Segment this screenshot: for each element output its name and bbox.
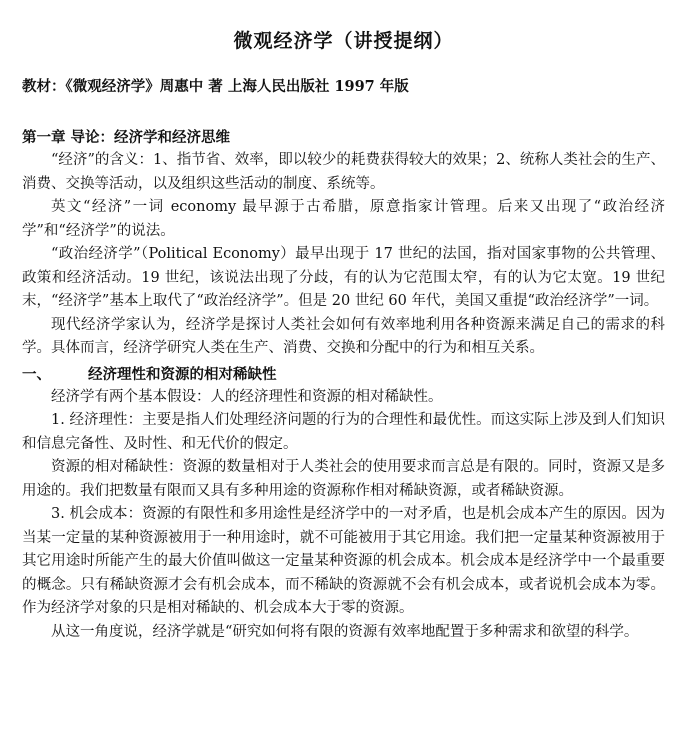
paragraph: “经济”的含义：1、指节省、效率，即以较少的耗费获得较大的效果；2、统称人类社会的生产、消费、交换等活动，以及组织这些活动的制度、系统等。 — [22, 152, 665, 192]
textbook-info: 教材：《微观经济学》周惠中 著 上海人民出版社 1997 年版 — [22, 78, 409, 95]
section-heading — [22, 363, 665, 384]
chapter-heading: 第一章 导论：经济学和经济思维 — [22, 129, 231, 146]
paragraph: 3. 机会成本：资源的有限性和多用途性是经济学中的一对矛盾，也是机会成本产生的原因。因为当某一定量的某种资源被用于一种用途时，就不可能被用于其它用途。我们把一定量某种资源被用于其它用途时所能产生的最大价值叫做这一定量某种资源的机会成本。机会成本是经济学中一个最重要的概念。只有稀缺资源才会有机会成本，而不稀缺的资源就不会有机会成本，或者说机会成本为零。作为经济学对象的只是相对稀缺的、机会成本大于零的资源。 — [22, 506, 665, 616]
paragraph: 资源的相对稀缺性：资源的数量相对于人类社会的使用要求而言总是有限的。同时，资源又是多用途的。我们把数量有限而又具有多种用途的资源称作相对稀缺资源，或者稀缺资源。 — [22, 459, 665, 499]
paragraph: 1. 经济理性：主要是指人们处理经济问题的行为的合理性和最优性。而这实际上涉及到人们知识和信息完备性、及时性、和无代价的假定。 — [22, 412, 665, 452]
paragraph: 从这一角度说，经济学就是“研究如何将有限的资源有效率地配置于多种需求和欲望的科学。 — [51, 623, 639, 640]
paragraph: “政治经济学”（Political Economy）最早出现于 17 世纪的法国，指对国家事物的公共管理、政策和经济活动。19 世纪，该说法出现了分歧，有的认为它范围太窄，有的认为它太宽。19 世纪末，“经济学”基本上取代了“政治经济学”。但是 20 世纪 60 年代，美国又重提“政治经济学”一词。 — [22, 246, 665, 309]
section-number: 一、 — [22, 365, 51, 383]
paragraph: 经济学有两个基本假设：人的经济理性和资源的相对稀缺性。 — [51, 388, 443, 405]
section-title: 经济理性和资源的相对稀缺性 — [88, 365, 277, 383]
document-title: 微观经济学（讲授提纲） — [233, 30, 454, 52]
paragraph: 现代经济学家认为，经济学是探讨人类社会如何有效率地利用各种资源来满足自己的需求的科学。具体而言，经济学研究人类在生产、消费、交换和分配中的行为和相互关系。 — [22, 316, 665, 356]
paragraph: 英文“经济”一词 economy 最早源于古希腊，原意指家计管理。后来又出现了“政治经济学”和“经济学”的说法。 — [22, 199, 665, 239]
